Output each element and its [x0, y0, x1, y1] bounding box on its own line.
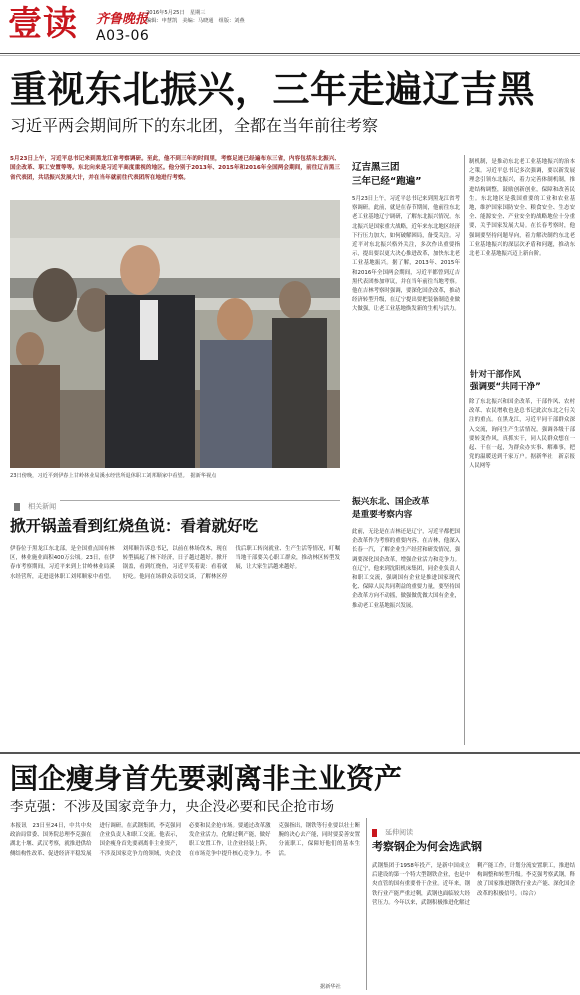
masthead-divider	[0, 53, 580, 54]
photo-illustration	[10, 200, 340, 468]
related-label	[10, 496, 60, 511]
second-side-headline: 考察钢企为何会选武钢	[372, 840, 482, 853]
section-divider	[0, 752, 580, 754]
lead-side-body: 5月23日上午，习近平总书记来到黑龙江省考察调研。此前，就是在春节期间，他前往东北老工业基地辽宁调研，了解东北振兴情况。东北振兴是国家重大战略，近年来东北地区经济下行压力加大，如何破解困局，备受关注。习近平对东北振兴格外关注，多次作出重要指示，提出要以更大决心推进改革，加快东北老工业基地振兴。据了解，2013年、2015年和2016年全国两会期间，习近平都曾到辽吉黑代表团参加审议，并在当年前往当地考察。他在吉林考察时强调，要深化国企改革，推动经济转型升级，在辽宁提出要把装备制造业做大做强，让老工业基地焕发新的生机与活力。	[352, 196, 460, 313]
extended-reading-label	[372, 822, 414, 837]
extended-tag-icon	[372, 829, 377, 837]
editor-line: 编辑：申慧凯 美编：马晓通 组版：刘燕	[146, 18, 245, 24]
second-subheadline: 李克强：不涉及国家竞争力，央企没必要和民企抢市场	[10, 799, 334, 815]
lead-col3-body-2: 除了东北振兴和国企改革，干部作风、农村改革、农民增收也是总书记此次东北之行关注的重点。在黑龙江，习近平同干部群众深入交流，询问生产生活情况，强调各级干部要转变作风，真抓实干，同人民群众想在一起、干在一起，为群众办实事、解难事，把党的温暖送到千家万户。据新华社 新京报 人民网等	[469, 399, 580, 470]
second-column-divider	[366, 818, 367, 990]
lead-side-title-1: 辽吉黑三团	[352, 162, 400, 173]
section-title: 壹读	[8, 4, 78, 44]
masthead-divider-2	[0, 55, 580, 56]
lead-col3-body: 制机制，是推动东北老工业基地振兴的治本之策。习近平总书记多次强调，要以新发展理念引领东北振兴，着力完善体制机制，推进结构调整，鼓励创新创业，保障和改善民生。东北地区是我国重要的工业和农业基地，维护国家国防安全、粮食安全、生态安全、能源安全、产业安全的战略地位十分重要，关乎国家发展大局。在长春考察时，他强调要坚持问题导向，着力解决制约东北老工业基地振兴的深层次矛盾和问题，推动东北老工业基地振兴迈上新台阶。	[469, 159, 575, 258]
second-headline: 国企瘦身首先要剥离非主业资产	[10, 762, 403, 795]
lead-photo	[10, 200, 340, 468]
col3-heading-2: 强调要“共同干净”	[470, 382, 541, 392]
page-number: A03-06	[96, 28, 150, 44]
related-side-body: 此前，无论是在吉林还是辽宁，习近平都把国企改革作为考察的重要内容。在吉林，他深入长春一汽，了解企业生产经营和研发情况，强调要深化国企改革，增强企业活力和竞争力。在辽宁，他来到沈阳机床集团，同企业负责人和职工交流，强调国有企业是推进国家现代化、保障人民共同利益的重要力量，要坚持国企改革方向不动摇，做强做优做大国有企业，推动老工业基地振兴发展。	[352, 529, 460, 609]
masthead	[0, 0, 580, 52]
related-side-title-1: 振兴东北、国企改革	[352, 497, 430, 507]
lead-intro: 5月23日上午，习近平总书记来到黑龙江省考察调研。至此，他不到三年的时间里，考察足迹已经遍布东三省，内容包括东北振兴、国企改革、职工安置等等。东北向来是习近平高度重视的地区。他分别于2013年、2015年和2016年全国两会期间，前往辽吉黑三省代表团，共话振兴发展大计，并在当年就前往代表团所在地进行考察。	[10, 156, 340, 181]
lead-headline: 重视东北振兴，三年走遍辽吉黑	[10, 68, 535, 111]
extended-label-text: 延伸阅读	[385, 828, 414, 837]
second-body: 本报讯 23日至24日，中共中央政治局常委、国务院总理李克强在湖北十堰、武汉考察，就推进供给侧结构性改革、促进经济平稳发展进行调研。在武钢集团，李克强同企业负责人和职工交流。他表示，国企瘦身首先要剥离非主业资产，不涉及国家竞争力的领域，央企没必要和民企抢市场。要通过改革激发企业活力，化解过剩产能，做好职工安置工作，让企业轻装上阵，在市场竞争中提升核心竞争力。李克强指出，钢铁等行业要以壮士断腕的决心去产能，同时要妥善安置分流职工，保障好他们的基本生活。	[10, 823, 360, 857]
related-side-title-2: 是重要考察内容	[352, 510, 413, 520]
column-divider	[464, 155, 465, 745]
paper-name-logo: 齐鲁晚报	[96, 12, 149, 27]
col3-heading-1: 针对干部作风	[470, 370, 522, 380]
related-headline: 掀开锅盖看到红烧鱼说：看着就好吃	[10, 517, 259, 535]
lead-side-title-2: 三年已经“跑遍”	[352, 176, 422, 187]
lead-photo-caption: 23日傍晚，习近平到伊春上甘岭林业局溪水经营所退休职工刘邦顺家中看望。 据新华视点	[10, 473, 217, 479]
lead-subheadline: 习近平两会期间所下的东北团，全都在当年前往考察	[10, 116, 379, 135]
date-line: 2016年5月25日 星期三	[146, 10, 206, 16]
related-label-text: 相关新闻	[28, 502, 57, 511]
second-side-body: 武钢集团于1958年投产，是新中国成立后建设的第一个特大型钢铁企业，也是中央直管的国有重要骨干企业。近年来，钢铁行业产能严重过剩，武钢也面临较大经营压力。今年以来，武钢积极推进化解过剩产能工作，计划分流安置职工，推进结构调整和转型升级。李克强考察武钢，释放了国家推进钢铁行业去产能、深化国企改革的积极信号。（综合）	[372, 863, 575, 906]
related-body: 伊春位于黑龙江东北部，是全国重点国有林区，林业施业面积400万公顷。23日，在伊春市考察期间，习近平来到上甘岭林业局溪水经营所，走进退休职工刘邦顺家中看望。刘邦顺告诉总书记，以前在林场伐木，现在转型搞起了林下经济，日子越过越好。掀开锅盖，看到红烧鱼，习近平笑着说：看着就好吃。他同在场群众亲切交谈，了解林区停伐后职工转岗就业、生产生活等情况，叮嘱当地干部要关心职工群众，推动林区转型发展，让大家生活越来越好。	[10, 546, 340, 580]
related-tag-icon	[14, 503, 20, 511]
second-source: 据新华社	[320, 984, 341, 990]
